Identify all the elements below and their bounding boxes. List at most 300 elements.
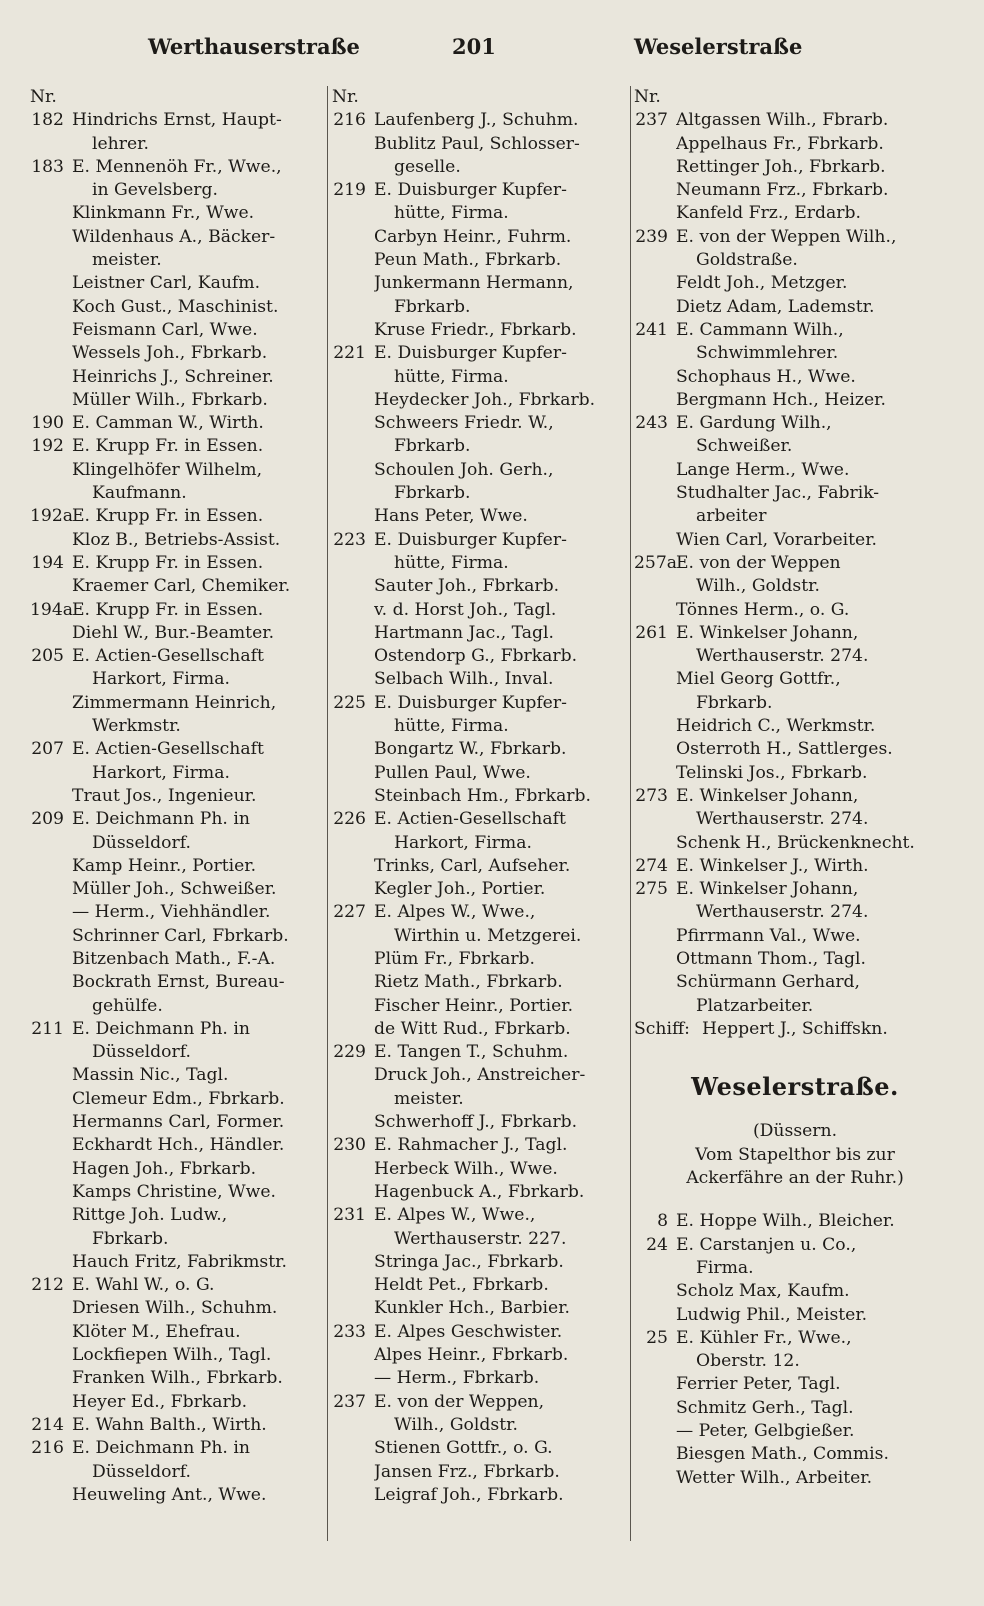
resident-entry: E. Kühler Fr., Wwe., — [676, 1327, 852, 1348]
house-number — [332, 1088, 374, 1111]
entry-row — [634, 878, 956, 901]
house-number — [332, 366, 374, 389]
resident-entry: Pullen Paul, Wwe. — [374, 762, 531, 783]
entry-row — [332, 1297, 632, 1320]
house-number — [332, 389, 374, 412]
house-number — [634, 1280, 676, 1303]
resident-entry: Ostendorp G., Fbrkarb. — [374, 646, 578, 667]
house-number: 229 — [333, 1042, 366, 1063]
house-number — [634, 599, 676, 622]
resident-entry: Sauter Joh., Fbrkarb. — [374, 576, 560, 597]
entry-row — [332, 738, 632, 761]
house-number — [332, 156, 374, 179]
resident-entry: E. Wahl W., o. G. — [72, 1275, 215, 1296]
house-number: 205 — [31, 646, 64, 667]
entry-row — [634, 1397, 956, 1420]
house-number — [332, 948, 374, 971]
resident-entry: Bergmann Hch., Heizer. — [676, 389, 886, 410]
entry-row — [332, 319, 632, 342]
resident-entry: Schweißer. — [696, 436, 793, 457]
street-section-title: Weselerstraße. — [691, 1072, 899, 1102]
resident-entry: E. Duisburger Kupfer- — [374, 343, 567, 364]
house-number: 233 — [333, 1321, 366, 1342]
resident-entry: Wirthin u. Metzgerei. — [394, 925, 582, 946]
entry-row — [634, 1420, 956, 1443]
entry-row — [634, 1443, 956, 1466]
entry-row — [30, 925, 330, 948]
house-number — [30, 1228, 72, 1251]
house-number — [30, 575, 72, 598]
resident-entry: Koch Gust., Maschinist. — [72, 296, 279, 317]
resident-entry: E. Gardung Wilh., — [676, 413, 832, 434]
house-number — [30, 342, 72, 365]
entry-row — [634, 226, 956, 249]
entry-row — [30, 785, 330, 808]
house-number — [332, 552, 374, 575]
resident-entry: Werthauserstr. 227. — [394, 1228, 567, 1249]
entry-row — [30, 1134, 330, 1157]
entry-row — [332, 692, 632, 715]
resident-entry: hütte, Firma. — [394, 366, 509, 387]
entry-row — [332, 366, 632, 389]
entry-row — [30, 1321, 330, 1344]
house-number: 192 — [31, 436, 64, 457]
resident-entry: Düsseldorf. — [92, 1042, 191, 1063]
house-number — [332, 925, 374, 948]
house-number — [634, 762, 676, 785]
entry-row — [634, 435, 956, 458]
entry-row — [30, 435, 330, 458]
entry-row — [634, 692, 956, 715]
resident-entry: Düsseldorf. — [92, 832, 191, 853]
house-number — [634, 1257, 676, 1280]
house-number: 261 — [635, 622, 668, 643]
house-number — [634, 948, 676, 971]
entry-row — [30, 808, 330, 831]
house-number: 257a — [634, 552, 678, 573]
entry-row — [332, 785, 632, 808]
entry-row — [634, 668, 956, 691]
resident-entry: Harkort, Firma. — [92, 762, 230, 783]
resident-entry: in Gevelsberg. — [92, 180, 218, 201]
house-number — [332, 1274, 374, 1297]
resident-entry: Kloz B., Betriebs-Assist. — [72, 529, 281, 550]
resident-entry: Altgassen Wilh., Fbrarb. — [676, 110, 889, 131]
entry-row — [634, 1210, 956, 1233]
entry-row — [30, 1111, 330, 1134]
house-number — [634, 1397, 676, 1420]
entry-row — [332, 1204, 632, 1227]
resident-entry: Fbrkarb. — [92, 1228, 169, 1249]
resident-entry: Schwerhoff J., Fbrkarb. — [374, 1112, 578, 1133]
house-number — [332, 855, 374, 878]
entry-row — [332, 412, 632, 435]
resident-entry: v. d. Horst Joh., Tagl. — [374, 599, 557, 620]
house-number — [30, 762, 72, 785]
house-number — [30, 1251, 72, 1274]
entry-row — [332, 133, 632, 156]
resident-entry: E. Duisburger Kupfer- — [374, 529, 567, 550]
entry-row — [30, 878, 330, 901]
resident-entry: Kamps Christine, Wwe. — [72, 1181, 277, 1202]
entry-row — [634, 575, 956, 598]
entry-row — [332, 715, 632, 738]
house-number: 274 — [635, 855, 668, 876]
entry-row — [332, 599, 632, 622]
house-number — [30, 878, 72, 901]
entry-row — [332, 995, 632, 1018]
entry-row — [30, 1344, 330, 1367]
house-number — [30, 1297, 72, 1320]
entry-row — [634, 1304, 956, 1327]
house-number — [30, 995, 72, 1018]
resident-entry: Feismann Carl, Wwe. — [72, 319, 258, 340]
resident-entry: meister. — [92, 250, 162, 271]
resident-entry: E. Actien-Gesellschaft — [72, 646, 264, 667]
entry-row — [30, 645, 330, 668]
house-number — [30, 901, 72, 924]
resident-entry: Zimmermann Heinrich, — [72, 692, 277, 713]
house-number: 241 — [635, 319, 668, 340]
resident-entry: Laufenberg J., Schuhm. — [374, 110, 579, 131]
resident-entry: — Peter, Gelbgießer. — [676, 1421, 855, 1442]
entry-row — [30, 249, 330, 272]
resident-entry: lehrer. — [92, 133, 149, 154]
house-number — [30, 971, 72, 994]
resident-entry: Steinbach Hm., Fbrkarb. — [374, 785, 591, 806]
house-number — [634, 459, 676, 482]
house-number — [332, 296, 374, 319]
resident-entry: Schenk H., Brückenknecht. — [676, 832, 915, 853]
house-number — [30, 529, 72, 552]
entry-row — [634, 1467, 956, 1490]
resident-entry: Fbrkarb. — [394, 436, 471, 457]
house-number — [30, 1484, 72, 1507]
entry-row — [30, 1228, 330, 1251]
entry-row — [634, 599, 956, 622]
resident-entry: Oberstr. 12. — [696, 1351, 800, 1372]
house-number — [30, 1367, 72, 1390]
resident-entry: E. Duisburger Kupfer- — [374, 180, 567, 201]
entry-row — [332, 971, 632, 994]
resident-entry: Franken Wilh., Fbrkarb. — [72, 1368, 283, 1389]
house-number: 194 — [31, 552, 64, 573]
entry-row — [332, 226, 632, 249]
resident-entry: Schwimmlehrer. — [696, 343, 839, 364]
entry-row — [30, 692, 330, 715]
resident-entry: Appelhaus Fr., Fbrkarb. — [676, 133, 884, 154]
resident-entry: Heppert J., Schiffskn. — [702, 1018, 888, 1039]
resident-entry: Wildenhaus A., Bäcker- — [72, 226, 276, 247]
column-header-row — [332, 86, 632, 109]
resident-entry: Schrinner Carl, Fbrkarb. — [72, 925, 289, 946]
resident-entry: Fbrkarb. — [696, 692, 773, 713]
house-number — [332, 505, 374, 528]
entry-row — [332, 855, 632, 878]
resident-entry: Fbrkarb. — [394, 483, 471, 504]
house-number — [634, 1443, 676, 1466]
resident-entry — [72, 86, 330, 109]
entry-row — [332, 202, 632, 225]
house-number — [332, 1437, 374, 1460]
resident-entry — [676, 86, 956, 109]
house-number — [634, 249, 676, 272]
entry-row — [30, 482, 330, 505]
resident-entry: Wilh., Goldstr. — [696, 576, 820, 597]
house-number — [634, 529, 676, 552]
house-number: Schiff: — [634, 1018, 690, 1039]
entry-row — [30, 1414, 330, 1437]
resident-entry: Wilh., Goldstr. — [394, 1414, 518, 1435]
resident-entry: Fischer Heinr., Portier. — [374, 995, 574, 1016]
house-number — [634, 645, 676, 668]
house-number — [634, 342, 676, 365]
house-number — [30, 1064, 72, 1087]
resident-entry: Kraemer Carl, Chemiker. — [72, 576, 291, 597]
street-section-note: (Düssern. — [752, 1121, 838, 1142]
house-number — [332, 1297, 374, 1320]
entry-row — [30, 156, 330, 179]
entry-row — [30, 1391, 330, 1414]
entry-row — [30, 1204, 330, 1227]
entry-row — [332, 645, 632, 668]
entry-row — [332, 459, 632, 482]
resident-entry: E. von der Weppen Wilh., — [676, 226, 897, 247]
resident-entry: E. Cammann Wilh., — [676, 319, 844, 340]
house-number — [30, 482, 72, 505]
entry-row — [332, 1158, 632, 1181]
resident-entry: Hagen Joh., Fbrkarb. — [72, 1158, 257, 1179]
entry-row — [332, 762, 632, 785]
entry-row — [634, 202, 956, 225]
resident-entry: Peun Math., Fbrkarb. — [374, 250, 562, 271]
house-number — [30, 948, 72, 971]
entry-row — [30, 762, 330, 785]
resident-entry: Bitzenbach Math., F.-A. — [72, 948, 276, 969]
entry-row — [332, 389, 632, 412]
entry-row — [332, 1414, 632, 1437]
house-number — [332, 1251, 374, 1274]
entry-row — [634, 342, 956, 365]
resident-entry: Ferrier Peter, Tagl. — [676, 1374, 841, 1395]
resident-entry: Herbeck Wilh., Wwe. — [374, 1158, 558, 1179]
entry-row — [634, 715, 956, 738]
running-head — [0, 34, 984, 68]
house-number — [332, 575, 374, 598]
resident-entry: Scholz Max, Kaufm. — [676, 1281, 850, 1302]
house-number — [30, 1181, 72, 1204]
house-number — [30, 1204, 72, 1227]
house-number — [332, 226, 374, 249]
resident-entry: Werkmstr. — [92, 716, 181, 737]
entry-row — [634, 179, 956, 202]
entry-row — [332, 901, 632, 924]
house-number — [30, 785, 72, 808]
entry-row — [30, 1041, 330, 1064]
resident-entry: E. Wahn Balth., Wirth. — [72, 1414, 267, 1435]
resident-entry: Lange Herm., Wwe. — [676, 459, 850, 480]
entry-row — [30, 505, 330, 528]
entry-row — [30, 272, 330, 295]
resident-entry: Driesen Wilh., Schuhm. — [72, 1298, 278, 1319]
resident-entry: Goldstraße. — [696, 250, 798, 271]
resident-entry: Dietz Adam, Lademstr. — [676, 296, 875, 317]
house-number — [30, 925, 72, 948]
house-number: 239 — [635, 226, 668, 247]
entry-row — [332, 575, 632, 598]
house-number — [634, 808, 676, 831]
entry-row — [30, 1251, 330, 1274]
resident-entry: E. Alpes Geschwister. — [374, 1321, 563, 1342]
entry-row — [332, 832, 632, 855]
house-number — [30, 319, 72, 342]
resident-entry: E. Winkelser J., Wirth. — [676, 855, 869, 876]
resident-entry: E. Duisburger Kupfer- — [374, 692, 567, 713]
section-spacer — [634, 1190, 956, 1210]
house-number — [634, 715, 676, 738]
entry-row — [30, 738, 330, 761]
house-number — [332, 762, 374, 785]
house-number — [634, 435, 676, 458]
resident-entry: Heldt Pet., Fbrkarb. — [374, 1275, 549, 1296]
resident-entry: hütte, Firma. — [394, 552, 509, 573]
house-number — [332, 1461, 374, 1484]
house-number: 190 — [31, 413, 64, 434]
column-header-row — [634, 86, 956, 109]
number-column-label: Nr. — [30, 87, 57, 107]
resident-entry: Müller Wilh., Fbrkarb. — [72, 389, 268, 410]
entry-row — [634, 785, 956, 808]
entry-row — [30, 109, 330, 132]
entry-row — [30, 552, 330, 575]
entry-row — [332, 1181, 632, 1204]
resident-entry: Druck Joh., Anstreicher- — [374, 1065, 586, 1086]
resident-entry: Selbach Wilh., Inval. — [374, 669, 554, 690]
entry-row — [332, 1111, 632, 1134]
resident-entry: — Herm., Viehhändler. — [72, 902, 271, 923]
entry-row — [30, 668, 330, 691]
resident-entry: Kaufmann. — [92, 483, 187, 504]
house-number — [30, 272, 72, 295]
entry-row — [30, 342, 330, 365]
entry-row — [332, 296, 632, 319]
entry-row — [634, 995, 956, 1018]
entry-row — [332, 1088, 632, 1111]
resident-entry: Heuweling Ant., Wwe. — [72, 1484, 267, 1505]
entry-row — [634, 1327, 956, 1350]
house-number — [634, 901, 676, 924]
house-number — [332, 622, 374, 645]
house-number — [332, 249, 374, 272]
resident-entry: Hermanns Carl, Former. — [72, 1112, 285, 1133]
entry-row — [30, 1158, 330, 1181]
resident-entry: E. Krupp Fr. in Essen. — [72, 552, 264, 573]
header-left-street: Werthauserstraße — [148, 34, 360, 59]
resident-entry: Harkort, Firma. — [394, 832, 532, 853]
resident-entry: E. Actien-Gesellschaft — [374, 809, 566, 830]
house-number: 237 — [635, 110, 668, 131]
entry-row — [30, 948, 330, 971]
resident-entry: Heydecker Joh., Fbrkarb. — [374, 389, 596, 410]
resident-entry: Leistner Carl, Kaufm. — [72, 273, 261, 294]
column-1 — [30, 86, 330, 1546]
house-number: 225 — [333, 692, 366, 713]
house-number — [30, 1111, 72, 1134]
resident-entry: Klinkmann Fr., Wwe. — [72, 203, 255, 224]
entry-row — [332, 179, 632, 202]
entry-row — [332, 808, 632, 831]
resident-entry: Kruse Friedr., Fbrkarb. — [374, 319, 577, 340]
entry-row — [332, 1484, 632, 1507]
entry-row — [332, 529, 632, 552]
resident-entry: Klingelhöfer Wilhelm, — [72, 459, 263, 480]
house-number — [332, 412, 374, 435]
resident-entry: Diehl W., Bur.-Beamter. — [72, 622, 275, 643]
resident-entry: Traut Jos., Ingenieur. — [72, 785, 257, 806]
resident-entry: Clemeur Edm., Fbrkarb. — [72, 1088, 285, 1109]
entry-row — [30, 599, 330, 622]
resident-entry: Hagenbuck A., Fbrkarb. — [374, 1181, 585, 1202]
entry-row — [634, 133, 956, 156]
house-number — [30, 1391, 72, 1414]
resident-entry: Ludwig Phil., Meister. — [676, 1304, 868, 1325]
entry-row — [332, 948, 632, 971]
entry-row — [332, 1321, 632, 1344]
house-number: 192a — [30, 506, 74, 527]
resident-entry: E. Winkelser Johann, — [676, 879, 859, 900]
resident-entry: Trinks, Carl, Aufseher. — [374, 855, 571, 876]
house-number: 219 — [333, 180, 366, 201]
house-number — [30, 179, 72, 202]
house-number — [634, 366, 676, 389]
resident-entry: hütte, Firma. — [394, 716, 509, 737]
entry-row — [332, 552, 632, 575]
entry-row — [332, 482, 632, 505]
resident-entry: Fbrkarb. — [394, 296, 471, 317]
resident-entry: Wetter Wilh., Arbeiter. — [676, 1467, 873, 1488]
resident-entry: — Herm., Fbrkarb. — [374, 1368, 540, 1389]
house-number — [634, 575, 676, 598]
entry-row — [30, 855, 330, 878]
house-number: 227 — [333, 902, 366, 923]
resident-entry: Kegler Joh., Portier. — [374, 879, 546, 900]
resident-entry: Ottmann Thom., Tagl. — [676, 948, 866, 969]
entry-row — [634, 762, 956, 785]
entry-row — [332, 1134, 632, 1157]
entry-row — [634, 971, 956, 994]
entry-row — [332, 668, 632, 691]
house-number: 207 — [31, 739, 64, 760]
house-number — [332, 832, 374, 855]
house-number — [332, 1228, 374, 1251]
resident-entry: arbeiter — [696, 506, 767, 527]
house-number — [30, 855, 72, 878]
entry-row — [634, 1018, 956, 1041]
house-number — [332, 715, 374, 738]
entry-row — [30, 715, 330, 738]
house-number — [332, 272, 374, 295]
resident-entry: Schmitz Gerh., Tagl. — [676, 1397, 854, 1418]
entry-row — [30, 832, 330, 855]
resident-entry: E. Krupp Fr. in Essen. — [72, 436, 264, 457]
resident-entry: Eckhardt Hch., Händler. — [72, 1135, 285, 1156]
house-number — [634, 1420, 676, 1443]
house-number: 211 — [31, 1018, 64, 1039]
house-number: 226 — [333, 809, 366, 830]
house-number: 182 — [31, 110, 64, 131]
resident-entry: Rietz Math., Fbrkarb. — [374, 972, 563, 993]
entry-row — [634, 459, 956, 482]
